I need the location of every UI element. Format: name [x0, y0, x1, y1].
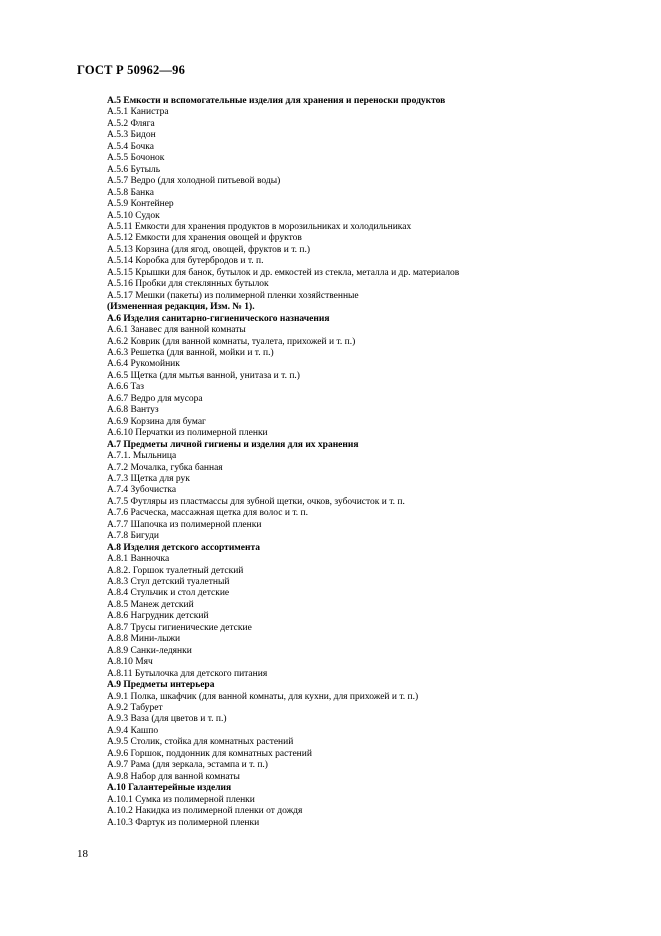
list-item: А.6.3 Решетка (для ванной, мойки и т. п.) — [107, 347, 274, 358]
list-item: А.5.11 Емкости для хранения продуктов в морозильниках и холодильниках — [107, 221, 412, 232]
list-item: А.5.16 Пробки для стеклянных бутылок — [107, 279, 269, 290]
list-item: А.5.17 Мешки (пакеты) из полимерной пленки хозяйственные — [107, 290, 359, 301]
list-item: А.6.7 Ведро для мусора — [107, 393, 203, 404]
list-item: А.5.1 Канистра — [107, 107, 169, 118]
list-item: А.9.2 Табурет — [107, 703, 163, 714]
list-item: А.6.1 Занавес для ванной комнаты — [107, 325, 246, 336]
section-heading: А.10 Галантерейные изделия — [107, 783, 232, 794]
list-item: А.7.7 Шапочка из полимерной пленки — [107, 519, 262, 530]
list-item: А.7.6 Расческа, массажная щетка для волос и т. п. — [107, 508, 308, 519]
section-heading: А.7 Предметы личной гигиены и изделия для их хранения — [107, 439, 359, 450]
list-item: А.9.7 Рама (для зеркала, эстампа и т. п.) — [107, 760, 268, 771]
section-heading: А.8 Изделия детского ассортимента — [107, 542, 260, 553]
list-item: А.5.5 Бочонок — [107, 153, 165, 164]
list-item: А.5.7 Ведро (для холодной питьевой воды) — [107, 176, 281, 187]
list-item: А.5.2 Фляга — [107, 118, 155, 129]
list-item: А.5.9 Контейнер — [107, 199, 174, 210]
list-item: А.5.10 Судок — [107, 210, 160, 221]
list-item: А.5.15 Крышки для банок, бутылок и др. емкостей из стекла, металла и др. материалов — [107, 267, 460, 278]
list-item: А.7.4 Зубочистка — [107, 485, 177, 496]
list-item: А.5.4 Бочка — [107, 141, 154, 152]
list-item: А.7.8 Бигуди — [107, 531, 159, 542]
page-number: 18 — [77, 848, 88, 860]
list-item: А.8.3 Стул детский туалетный — [107, 577, 230, 588]
list-item: А.9.5 Столик, стойка для комнатных растений — [107, 737, 294, 748]
list-item: А.10.3 Фартук из полимерной пленки — [107, 817, 260, 828]
list-item: А.6.2 Коврик (для ванной комнаты, туалета, прихожей и т. п.) — [107, 336, 356, 347]
list-item: А.9.1 Полка, шкафчик (для ванной комнаты, для кухни, для прихожей и т. п.) — [107, 691, 419, 702]
list-item: А.8.8 Мини-лыжи — [107, 634, 181, 645]
list-item: А.8.7 Трусы гигиенические детские — [107, 622, 252, 633]
list-item: А.5.14 Коробка для бутербродов и т. п. — [107, 256, 264, 267]
page-header: ГОСТ Р 50962—96 — [77, 63, 186, 77]
list-item: А.6.4 Рукомойник — [107, 359, 180, 370]
section-heading: А.6 Изделия санитарно-гигиенического назначения — [107, 313, 330, 324]
section-heading: А.5 Емкости и вспомогательные изделия для хранения и переноски продуктов — [107, 96, 446, 106]
list-item: А.6.5 Щетка (для мытья ванной, унитаза и т. п.) — [107, 370, 300, 381]
list-item: А.7.5 Футляры из пластмассы для зубной щетки, очков, зубочисток и т. п. — [107, 496, 405, 507]
list-item: А.8.9 Санки-ледянки — [107, 645, 192, 656]
list-item: А.7.3 Щетка для рук — [107, 473, 190, 484]
list-item: А.9.6 Горшок, поддонник для комнатных растений — [107, 748, 312, 759]
list-item: А.6.6 Таз — [107, 382, 145, 393]
list-item: А.5.8 Банка — [107, 187, 154, 198]
list-item: А.5.3 Бидон — [107, 130, 156, 141]
list-item: А.6.9 Корзина для бумаг — [107, 416, 206, 427]
list-item: А.10.1 Сумка из полимерной пленки — [107, 794, 255, 805]
list-item: А.8.1 Ванночка — [107, 554, 170, 565]
list-item: А.9.3 Ваза (для цветов и т. п.) — [107, 714, 227, 725]
section-heading: (Измененная редакция, Изм. № 1). — [107, 302, 255, 313]
list-item: А.9.8 Набор для ванной комнаты — [107, 771, 240, 782]
document-body — [107, 96, 627, 829]
list-item: А.8.2. Горшок туалетный детский — [107, 565, 244, 576]
list-item: А.5.6 Бутыль — [107, 164, 161, 175]
section-heading: А.9 Предметы интерьера — [107, 680, 215, 691]
list-item: А.6.10 Перчатки из полимерной пленки — [107, 428, 268, 439]
list-item: А.6.8 Вантуз — [107, 405, 159, 416]
list-item: А.8.6 Нагрудник детский — [107, 611, 209, 622]
list-item: А.8.5 Манеж детский — [107, 599, 194, 610]
list-item: А.8.10 Мяч — [107, 657, 153, 668]
list-item: А.8.11 Бутылочка для детского питания — [107, 668, 268, 679]
list-item: А.9.4 Кашпо — [107, 725, 159, 736]
list-item: А.8.4 Стульчик и стол детские — [107, 588, 230, 599]
list-item: А.7.1. Мыльница — [107, 451, 177, 462]
list-item: А.5.12 Емкости для хранения овощей и фруктов — [107, 233, 302, 244]
list-item: А.10.2 Накидка из полимерной пленки от дождя — [107, 806, 303, 817]
list-item: А.5.13 Корзина (для ягод, овощей, фруктов и т. п.) — [107, 244, 311, 255]
list-item: А.7.2 Мочалка, губка банная — [107, 462, 223, 473]
